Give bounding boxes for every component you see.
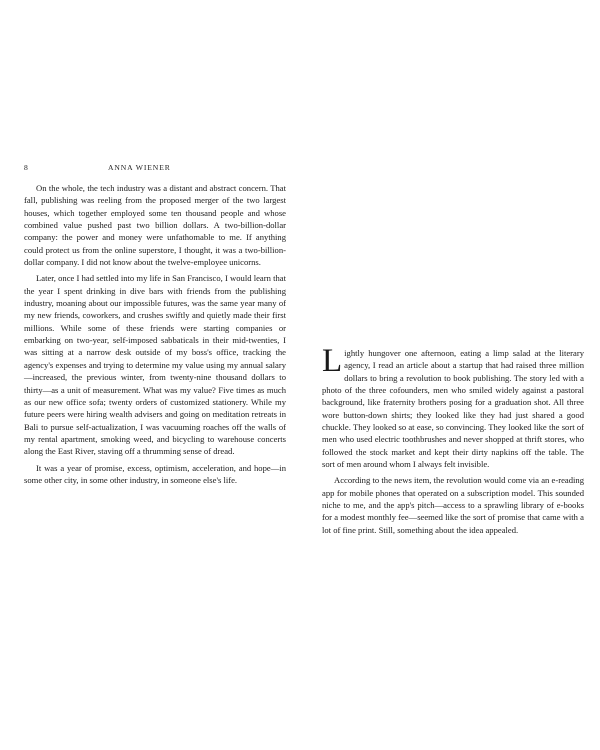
chapter-opening-paragraph (322, 343, 584, 470)
running-head (24, 163, 286, 172)
opening-paragraph-text: ightly hungover one afternoon, eating a limp salad at the literary agency, I read an article about a startup that had raised three million dollars to bring a revolution to book publishing. The story led with a photo of the three cofounders, men who smiled widely against a pastoral background, like fraternity brothers posing for a graduation shot. All three wore button-down shirts; they looked like they had just shared a good chuckle. They looked so at ease, so convincing. They looked like the sort of men who used electric toothbrushes and never shopped at thrift stores, who followed the stock market and kept their dirty napkins off the table. The sort of men around whom I always felt invisible. (322, 348, 584, 470)
right-page (322, 0, 584, 750)
page-number: 8 (24, 163, 29, 172)
paragraph: Later, once I had settled into my life in San Francisco, I would learn that the year I spent drinking in dive bars with friends from the publishing industry, moaning about our impossible futures, was the same year many of my new friends, coworkers, and crushes swiftly and quietly made their first millions. While some of these friends were starting companies or embarking on two-year, self-imposed sabbaticals in their mid-twenties, I was sitting at a narrow desk outside of my boss's office, tracking the agency's expenses and trying to determine my value using my annual salary—increased, the previous winter, from twenty-nine thousand dollars to thirty—as a unit of measurement. What was my value? Five times as much as our new office sofa; twenty orders of customized stationery. While my future peers were hiring wealth advisers and going on meditation retreats in Bali to pursue self-actualization, I was vacuuming roaches off the walls of my rental apartment, smoking weed, and bicycling to warehouse concerts along the East River, staving off a thrumming sense of dread. (24, 273, 286, 457)
author-name: ANNA WIENER (108, 163, 171, 172)
left-page (24, 0, 286, 750)
right-body-text (322, 343, 584, 540)
paragraph: It was a year of promise, excess, optimism, acceleration, and hope—in some other city, in some other industry, in someone else's life. (24, 462, 286, 485)
left-body-text (24, 182, 286, 490)
drop-cap: L (322, 343, 343, 379)
paragraph: According to the news item, the revolution would come via an e-reading app for mobile phones that operated on a subscription model. This sounded niche to me, and the app's pitch—access to a sprawling library of e-books for a modest monthly fee—seemed like the sort of promise that came with a lot of fine print. Still, something about the idea appealed. (322, 475, 584, 535)
paragraph: On the whole, the tech industry was a distant and abstract concern. That fall, publishing was reeling from the proposed merger of the two largest houses, which together employed some ten thousand people and whose combined value pushed past two billion dollars. A two-billion-dollar company: the power and money were unfathomable to me. If anything could protect us from the online superstore, I thought, it was a two-billion-dollar company. I did not know about the twelve-employee unicorns. (24, 183, 286, 268)
